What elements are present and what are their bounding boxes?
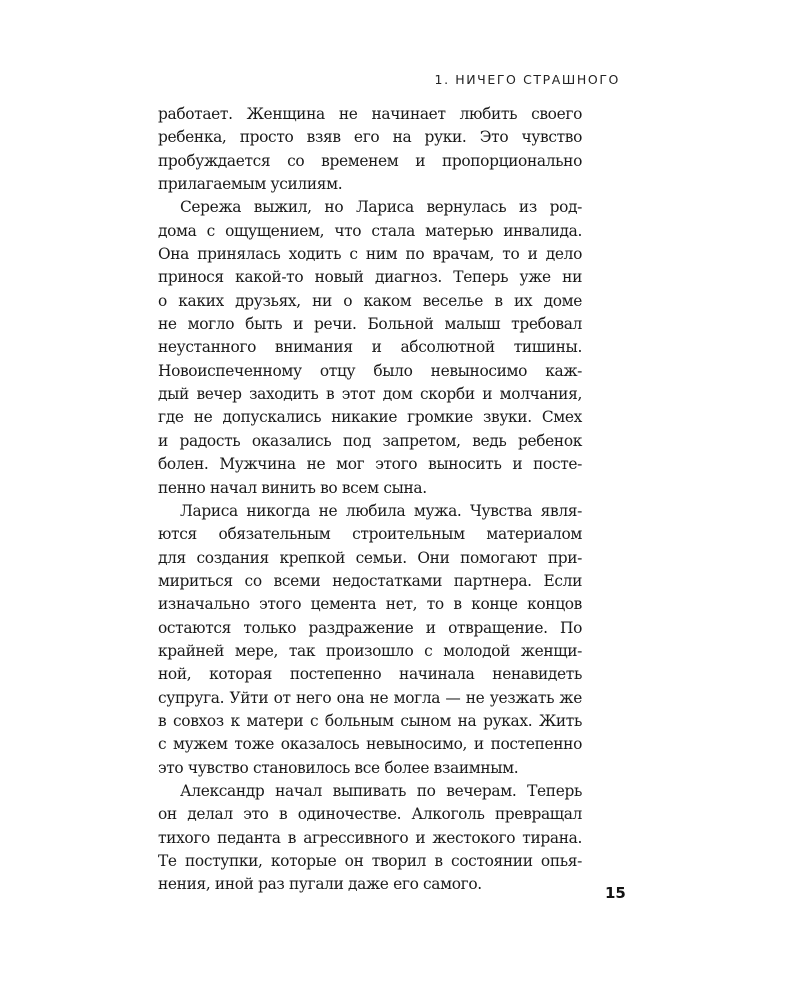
text-line: Она принялась ходить с ним по врачам, то и дело xyxy=(158,245,582,264)
text-line: тихого педанта в агрессивного и жестокого тирана. xyxy=(158,828,582,847)
text-line: прилагаемым усилиям. xyxy=(158,175,343,194)
text-line: дый вечер заходить в этот дом скорби и молчания, xyxy=(158,385,582,404)
running-header: 1. НИЧЕГО СТРАШНОГО xyxy=(434,72,620,87)
text-line: где не допускались никакие громкие звуки. Смех xyxy=(158,408,582,427)
paragraph xyxy=(158,780,582,897)
text-line: ной, которая постепенно начинала ненавидеть xyxy=(158,665,582,684)
text-line: крайней мере, так произошло с молодой женщи- xyxy=(158,641,582,660)
text-line: остаются только раздражение и отвращение. По xyxy=(158,618,582,637)
text-line: Лариса никогда не любила мужа. Чувства явля- xyxy=(180,501,582,520)
text-line: он делал это в одиночестве. Алкоголь превращал xyxy=(158,805,582,824)
text-line: Новоиспеченному отцу было невыносимо каж- xyxy=(158,361,582,380)
text-line: работает. Женщина не начинает любить своего xyxy=(158,105,582,123)
text-line: ются обязательным строительным материалом xyxy=(158,525,582,544)
paragraph xyxy=(158,500,582,780)
text-line: пенно начал винить во всем сына. xyxy=(158,478,427,497)
text-line: супруга. Уйти от него она не могла — не уезжать же xyxy=(158,688,582,707)
text-line: Сережа выжил, но Лариса вернулась из род- xyxy=(180,198,582,217)
text-line: мириться со всеми недостатками партнера. Если xyxy=(158,571,582,590)
text-line: пробуждается со временем и пропорционально xyxy=(158,151,582,170)
text-line: и радость оказались под запретом, ведь ребенок xyxy=(158,431,582,450)
paragraph xyxy=(158,103,582,196)
text-line: это чувство становилось все более взаимным. xyxy=(158,758,519,777)
text-line: Те поступки, которые он творил в состоянии опья- xyxy=(158,852,582,870)
text-line: не могло быть и речи. Больной малыш требовал xyxy=(158,315,582,334)
text-line: о каких друзьях, ни о каком веселье в их доме xyxy=(158,291,582,310)
text-line: изначально этого цемента нет, то в конце концов xyxy=(158,595,582,614)
text-line: неустанного внимания и абсолютной тишины. xyxy=(158,338,582,357)
text-line: дома с ощущением, что стала матерью инвалида. xyxy=(158,221,582,240)
paragraph xyxy=(158,196,582,499)
text-line: для создания крепкой семьи. Они помогают при- xyxy=(158,548,582,567)
text-line: с мужем тоже оказалось невыносимо, и постепенно xyxy=(158,735,582,754)
text-line: нения, иной раз пугали даже его самого. xyxy=(158,875,482,894)
text-line: принося какой-то новый диагноз. Теперь уже ни xyxy=(158,268,582,287)
text-line: Александр начал выпивать по вечерам. Теперь xyxy=(180,781,582,800)
body-text xyxy=(158,103,582,897)
text-line: болен. Мужчина не мог этого выносить и посте- xyxy=(158,455,582,474)
page-number: 15 xyxy=(605,884,626,902)
text-line: ребенка, просто взяв его на руки. Это чувство xyxy=(158,128,582,147)
text-line: в совхоз к матери с больным сыном на руках. Жить xyxy=(158,711,582,730)
